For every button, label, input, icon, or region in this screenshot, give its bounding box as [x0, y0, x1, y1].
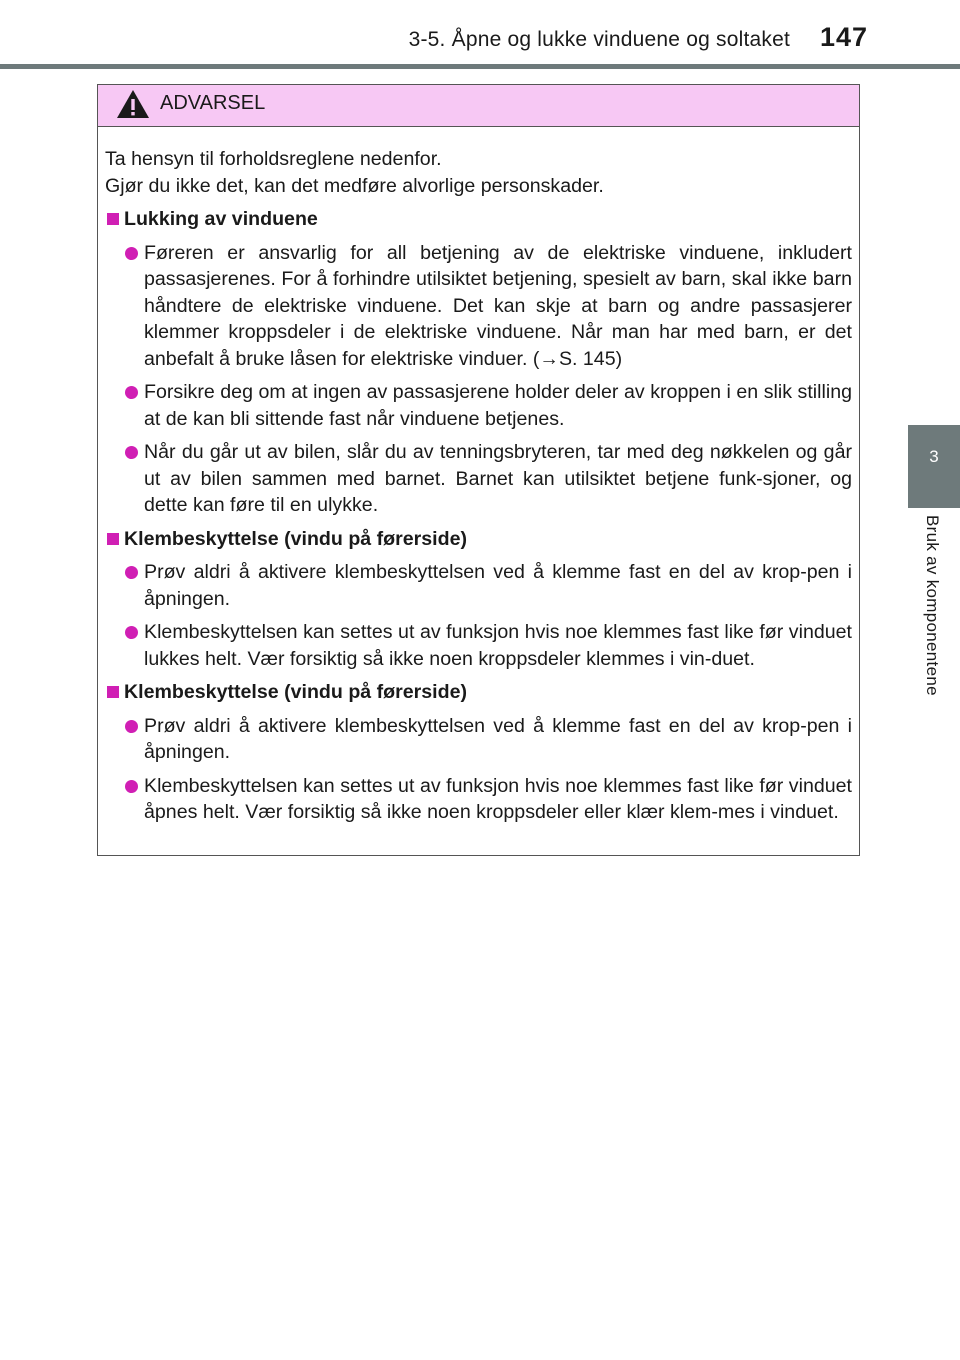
square-bullet-icon: [107, 213, 119, 225]
list-item-text: Forsikre deg om at ingen av passasjerene holder deler av kroppen i en slik stilling at de kan bli sittende fast når vinduene betjenes.: [144, 381, 852, 430]
chapter-title: Bruk av komponentene: [923, 515, 942, 696]
warning-triangle-icon: [115, 88, 151, 120]
list-item-text: Prøv aldri å aktivere klembeskyttelsen ved å klemme fast en del av krop-pen i åpningen.: [144, 714, 852, 763]
section-heading-text: Klembeskyttelse (vindu på førerside): [124, 527, 467, 550]
list-item-text: Når du går ut av bilen, slår du av tenningsbryteren, tar med deg nøkkelen og går ut av bilen sammen med barnet. Barnet kan utilsiktet betjene funk-sjoner, og dette kan føre til en ulykke.: [144, 441, 852, 516]
list-item: [105, 713, 852, 766]
page-number: 147: [820, 22, 869, 52]
warning-section: [105, 206, 852, 519]
warning-box: [97, 84, 860, 856]
round-bullet-icon: [125, 446, 138, 459]
section-heading: [105, 526, 852, 553]
header-rule: [0, 64, 960, 69]
round-bullet-icon: [125, 720, 138, 733]
round-bullet-icon: [125, 247, 138, 260]
section-heading: [105, 679, 852, 706]
round-bullet-icon: [125, 626, 138, 639]
warning-section: [105, 679, 852, 826]
list-item: [105, 240, 852, 373]
warning-intro-line: Ta hensyn til forholdsreglene nedenfor.: [105, 148, 442, 170]
round-bullet-icon: [125, 566, 138, 579]
section-heading-text: Klembeskyttelse (vindu på førerside): [124, 681, 467, 703]
section-heading: [105, 206, 852, 233]
warning-intro-line: Gjør du ikke det, kan det medføre alvorlige personskader.: [105, 174, 604, 197]
list-item-text: Klembeskyttelsen kan settes ut av funksjon hvis noe klemmes fast like før vinduet åpnes helt. Vær forsiktig så ikke noen kroppsdeler eller klær klem-mes i vinduet.: [144, 774, 852, 823]
list-item-text: Klembeskyttelsen kan settes ut av funksjon hvis noe klemmes fast like før vinduet lukkes helt. Vær forsiktig så ikke noen kroppsdeler klemmes i vin-duet.: [144, 621, 852, 670]
round-bullet-icon: [125, 386, 138, 399]
round-bullet-icon: [125, 780, 138, 793]
warning-body: [98, 127, 859, 826]
list-item: [105, 773, 852, 826]
section-heading-text: Lukking av vinduene: [124, 208, 318, 230]
list-item-text: Prøv aldri å aktivere klembeskyttelsen ved å klemme fast en del av krop-pen i åpningen.: [144, 561, 852, 610]
list-item-text: Føreren er ansvarlig for all betjening av de elektriske vinduene, inkludert passasjerenes. For å forhindre utilsiktet betjening, spesielt av barn, skal ikke barn håndtere de elektriske vinduene. Det kan skje at barn og andre passasjerer klemmer kroppsdeler i de elektriske vinduene. Når man har med barn, er det anbefalt å bruke låsen for elektriske vinduer. (→S. 145): [144, 241, 852, 370]
list-item: [105, 559, 852, 612]
square-bullet-icon: [107, 686, 119, 698]
warning-title: ADVARSEL: [160, 92, 266, 114]
list-item: [105, 379, 852, 432]
warning-header: [98, 85, 859, 127]
square-bullet-icon: [107, 533, 119, 545]
list-item: [105, 619, 852, 672]
warning-section: [105, 526, 852, 673]
list-item: [105, 439, 852, 519]
section-title: 3-5. Åpne og lukke vinduene og soltaket: [408, 28, 790, 51]
chapter-number: 3: [929, 447, 939, 466]
